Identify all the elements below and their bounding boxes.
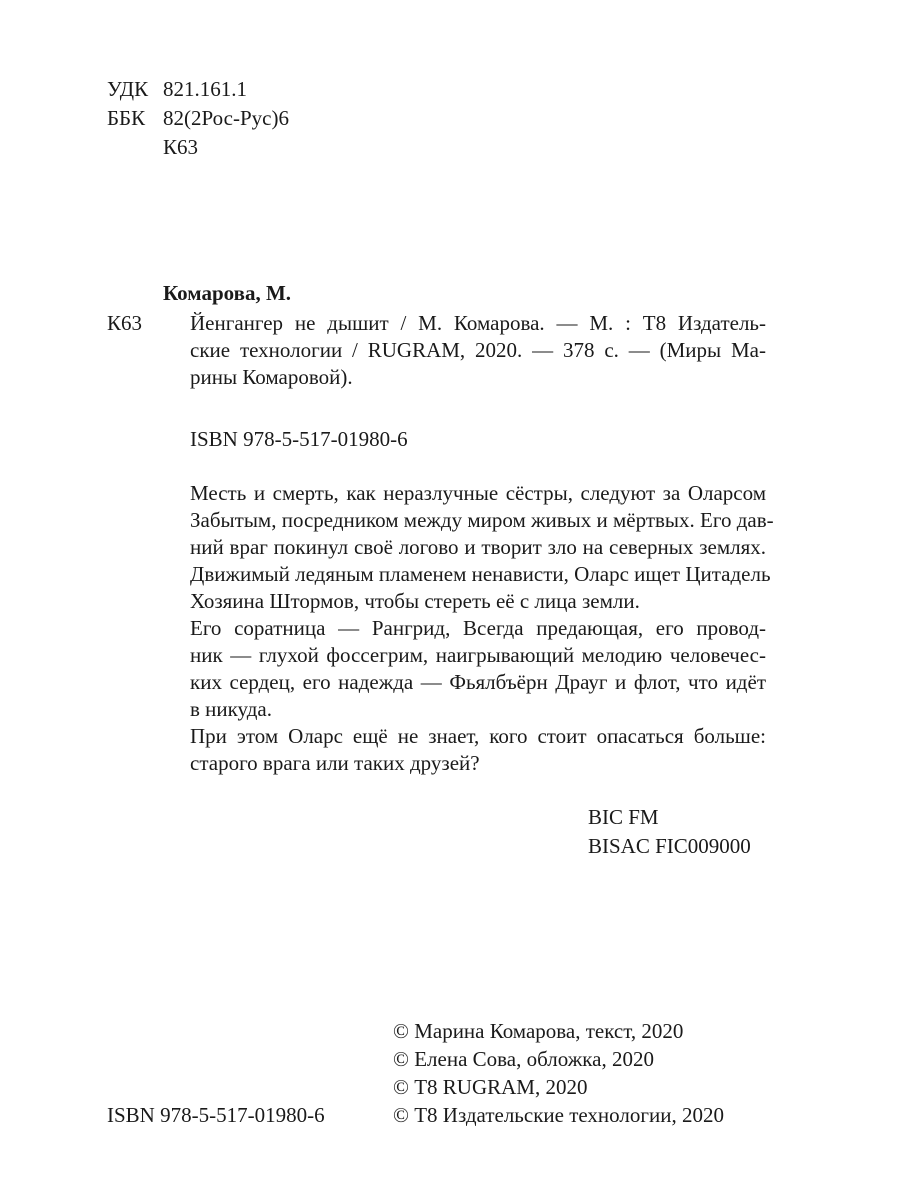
annotation-line: ник — глухой фоссегрим, наигрывающий мелодию человечес- xyxy=(190,643,766,667)
copyright-line: © Елена Сова, обложка, 2020 xyxy=(393,1047,654,1071)
footer-isbn: ISBN 978-5-517-01980-6 xyxy=(107,1103,325,1127)
description-line: рины Комаровой). xyxy=(190,365,353,389)
annotation xyxy=(190,480,774,777)
copyright-line: © Т8 RUGRAM, 2020 xyxy=(393,1075,588,1099)
annotation-line: Хозяина Штормов, чтобы стереть её с лица земли. xyxy=(190,589,640,613)
annotation-paragraph-3 xyxy=(190,723,766,777)
udk-value: 821.161.1 xyxy=(163,77,247,101)
bbk-row xyxy=(107,105,289,134)
udk-row xyxy=(107,76,289,105)
bbk-label: ББК xyxy=(107,106,146,130)
annotation-line: При этом Оларс ещё не знает, кого стоит опасаться больше: xyxy=(190,724,766,748)
record-author: Комарова, М. xyxy=(163,281,292,305)
description-line: ские технологии / RUGRAM, 2020. — 378 с. — (Миры Ма- xyxy=(190,338,766,362)
bibliographic-description xyxy=(190,310,766,391)
annotation-paragraph-2 xyxy=(190,615,766,723)
annotation-paragraph-1 xyxy=(190,480,774,615)
bisac-code: BISAC FIC009000 xyxy=(588,834,751,858)
bbk-value: 82(2Рос-Рус)6 xyxy=(163,106,289,130)
copyright-line: © Т8 Издательские технологии, 2020 xyxy=(393,1103,724,1127)
copyright-block xyxy=(393,1018,724,1130)
annotation-line: Движимый ледяным пламенем ненависти, Оларс ищет Цитадель xyxy=(190,562,771,586)
annotation-line: Забытым, посредником между миром живых и мёртвых. Его дав- xyxy=(190,508,774,532)
annotation-line: в никуда. xyxy=(190,697,272,721)
annotation-line: ких сердец, его надежда — Фьялбъёрн Драуг и флот, что идёт xyxy=(190,670,766,694)
description-line: Йенгангер не дышит / М. Комарова. — М. : Т8 Издатель- xyxy=(190,311,766,335)
annotation-line: ний враг покинул своё логово и творит зло на северных землях. xyxy=(190,535,766,559)
classification-block xyxy=(107,76,289,163)
author-sign: К63 xyxy=(163,135,199,159)
annotation-line: старого врага или таких друзей? xyxy=(190,751,480,775)
annotation-line: Его соратница — Рангрид, Всегда предающая, его провод- xyxy=(190,616,766,640)
copyright-line: © Марина Комарова, текст, 2020 xyxy=(393,1019,684,1043)
annotation-line: Месть и смерть, как неразлучные сёстры, следуют за Оларсом xyxy=(190,481,766,505)
udk-label: УДК xyxy=(107,77,149,101)
record-isbn: ISBN 978-5-517-01980-6 xyxy=(190,427,408,451)
subject-codes xyxy=(588,804,751,862)
bic-code: BIC FM xyxy=(588,805,659,829)
author-sign-row xyxy=(107,134,289,163)
record-sign: К63 xyxy=(107,311,143,335)
